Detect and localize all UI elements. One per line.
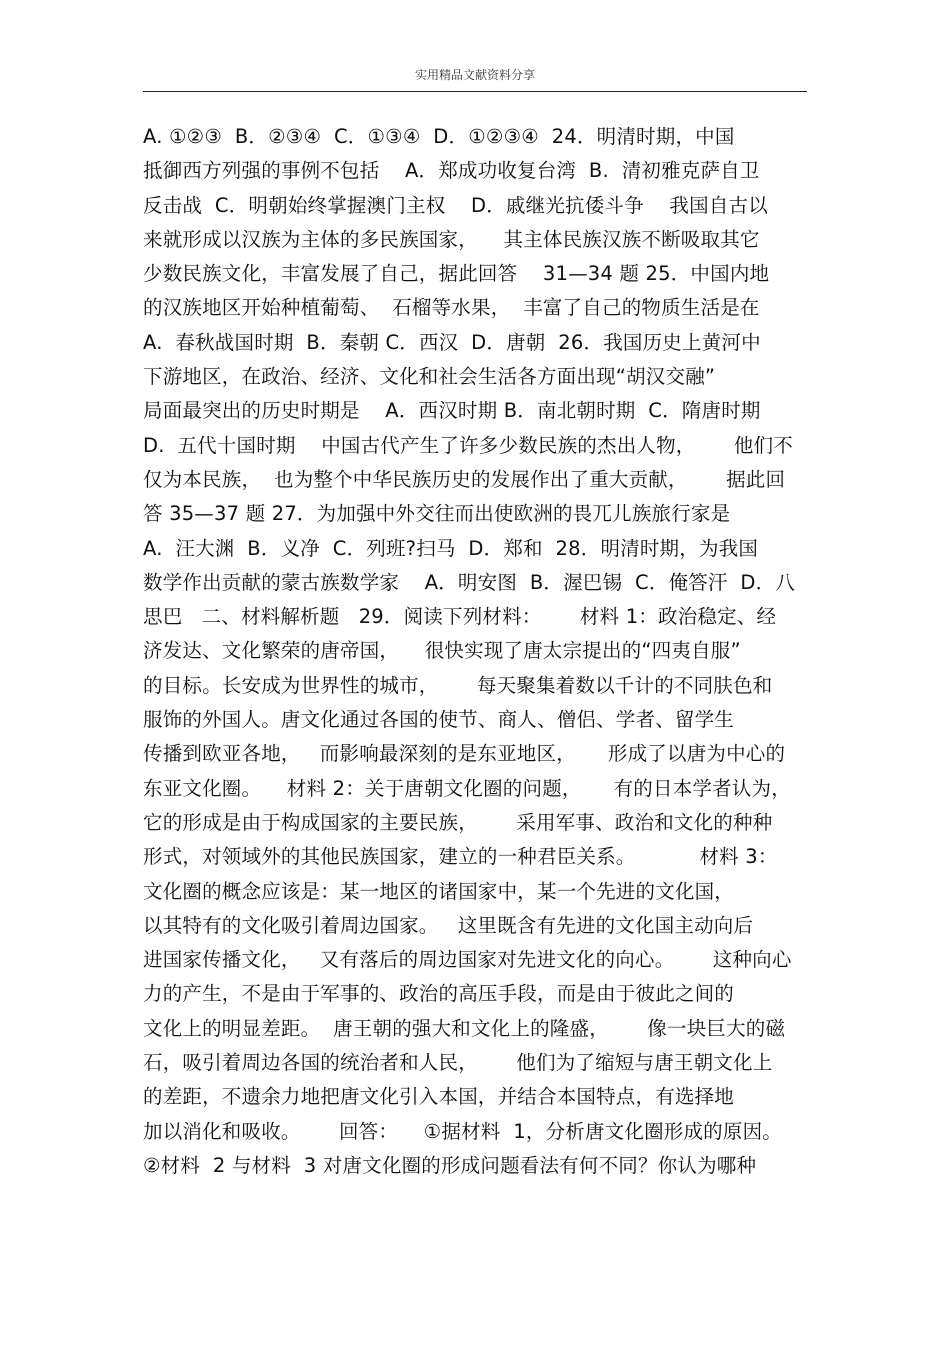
text-line: A. 汪大渊 B．义净 C．列班?扫马 D．郑和 28．明清时期，为我国 xyxy=(143,536,759,560)
text-line: 局面最突出的历史时期是 A．西汉时期 B．南北朝时期 C．隋唐时期 xyxy=(143,399,761,423)
text-line: A. 春秋战国时期 B．秦朝 C．西汉 D．唐朝 26．我国历史上黄河中 xyxy=(143,330,761,354)
text-line: 数学作出贡献的蒙古族数学家 A．明安图 B．渥巴锡 C．俺答汗 D．八 xyxy=(143,570,796,594)
text-line: D. 五代十国时期 中国古代产生了许多少数民族的杰出人物， 他们不 xyxy=(143,433,793,457)
text-line: 抵御西方列强的事例不包括 A．郑成功收复台湾 B. 清初雅克萨自卫 xyxy=(143,159,760,183)
text-line: 进国家传播文化， 又有落后的周边国家对先进文化的向心。 这种向心 xyxy=(143,948,792,972)
text-line: 反击战 C．明朝始终掌握澳门主权 D．戚继光抗倭斗争 我国自古以 xyxy=(143,193,768,217)
text-line: 来就形成以汉族为主体的多民族国家， 其主体民族汉族不断吸取其它 xyxy=(143,227,760,251)
page-header: 实用精品文献资料分享 xyxy=(414,68,535,82)
text-line: 的汉族地区开始种植葡萄、 石榴等水果， 丰富了自己的物质生活是在 xyxy=(143,296,760,320)
text-line: 少数民族文化，丰富发展了自己，据此回答 31—34 题 25．中国内地 xyxy=(143,262,770,286)
text-line: 文化圈的概念应该是：某一地区的诸国家中，某一个先进的文化国， xyxy=(143,879,735,903)
text-line: 服饰的外国人。唐文化通过各国的使节、商人、僧侣、学者、留学生 xyxy=(143,708,735,732)
text-line: ②材料 2 与材料 3 对唐文化圈的形成问题看法有何不同？你认为哪种 xyxy=(143,1153,757,1177)
text-line: 东亚文化圈。 材料 2：关于唐朝文化圈的问题， 有的日本学者认为， xyxy=(143,776,791,800)
text-line: 形式，对领域外的其他民族国家，建立的一种君臣关系。 材料 3： xyxy=(143,845,778,869)
text-line: 力的产生，不是由于军事的、政治的高压手段，而是由于彼此之间的 xyxy=(143,982,735,1006)
header-divider xyxy=(143,91,807,92)
text-line: 济发达、文化繁荣的唐帝国， 很快实现了唐太宗提出的“四夷自服” xyxy=(143,639,741,663)
text-line: A. ①②③ B．②③④ C．①③④ D．①②③④ 24．明清时期，中国 xyxy=(143,125,735,148)
text-line: 它的形成是由于构成国家的主要民族， 采用军事、政治和文化的种种 xyxy=(143,810,773,834)
text-line: 以其特有的文化吸引着周边国家。 这里既含有先进的文化国主动向后 xyxy=(143,913,754,937)
text-line: 的目标。长安成为世界性的城市， 每天聚集着数以千计的不同肤色和 xyxy=(143,673,773,697)
text-line: 仅为本民族， 也为整个中华民族历史的发展作出了重大贡献， 据此回 xyxy=(143,467,786,491)
text-line: 加以消化和吸收。 回答： ①据材料 1，分析唐文化圈形成的原因。 xyxy=(143,1119,782,1143)
text-line: 思巴 二、材料解析题 29．阅读下列材料： 材料 1：政治稳定、经 xyxy=(143,605,777,629)
text-line: 文化上的明显差距。 唐王朝的强大和文化上的隆盛， 像一块巨大的磁 xyxy=(143,1016,786,1040)
text-line: 的差距，不遗余力地把唐文化引入本国，并结合本国特点，有选择地 xyxy=(143,1085,735,1109)
text-line: 传播到欧亚各地， 而影响最深刻的是东亚地区， 形成了以唐为中心的 xyxy=(143,742,786,766)
text-line: 下游地区，在政治、经济、文化和社会生活各方面出现“胡汉交融” xyxy=(143,365,716,389)
document-body xyxy=(143,120,813,1183)
text-line: 石，吸引着周边各国的统治者和人民， 他们为了缩短与唐王朝文化上 xyxy=(143,1051,773,1075)
text-line: 答 35—37 题 27．为加强中外交往而出使欧洲的畏兀儿族旅行家是 xyxy=(143,502,731,526)
